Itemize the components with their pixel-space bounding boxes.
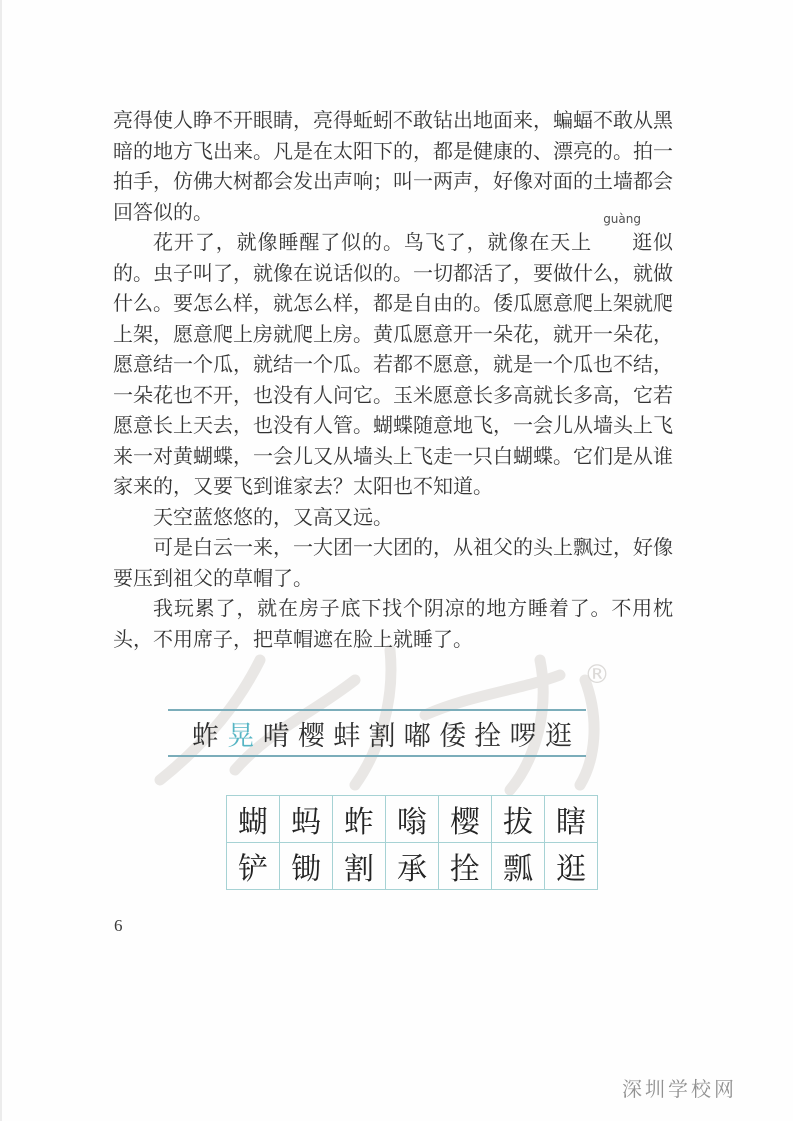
grid-cell: 瞎 — [545, 796, 598, 843]
writing-practice-grid — [226, 795, 598, 890]
recognition-char: 蚱 — [192, 720, 219, 751]
paragraph: 可是白云一来，一大团一大团的，从祖父的头上飘过，好像要压到祖父的草帽了。 — [113, 537, 673, 590]
registered-trademark-icon: ® — [584, 660, 610, 690]
paragraph-text: 花开了，就像睡醒了似的。鸟飞了，就像在天上 — [153, 232, 593, 254]
recognition-char: 倭 — [439, 720, 467, 751]
recognition-char: 拴 — [474, 720, 502, 751]
recognition-char-highlighted: 晃 — [227, 720, 255, 751]
recognition-char: 割 — [368, 720, 396, 751]
annotated-character-glyph: 逛 — [632, 232, 653, 254]
grid-cell: 蚂 — [280, 796, 333, 843]
paragraph-text: 似的。虫子叫了，就像在说话似的。一切都活了，要做什么，就做什么。要怎么样，就怎么样，都是自由的。倭瓜愿意爬上架就爬上架，愿意爬上房就爬上房。黄瓜愿意开一朵花，就开一朵花，愿意结一个瓜，就结一个瓜。若都不愿意，就是一个瓜也不结，一朵花也不开，也没有人问它。玉米愿意长多高就长多高，它若愿意长上天去，也没有人管。蝴蝶随意地飞，一会儿从墙头上飞来一对黄蝴蝶，一会儿又从墙头上飞走一只白蝴蝶。它们是从谁家来的，又要飞到谁家去？太阳也不知道。 — [113, 232, 674, 498]
grid-cell: 锄 — [280, 843, 333, 890]
pinyin-annotation: guàng — [603, 212, 641, 226]
page-number: 6 — [114, 916, 123, 935]
recognition-char: 樱 — [297, 720, 325, 751]
recognition-character-strip — [168, 709, 586, 757]
recognition-char: 蚌 — [333, 720, 361, 751]
grid-cell: 蝴 — [227, 796, 280, 843]
grid-cell: 逛 — [545, 843, 598, 890]
scan-edge — [0, 0, 2, 1121]
recognition-char: 逛 — [544, 720, 572, 751]
grid-cell: 拔 — [492, 796, 545, 843]
grid-cell: 瓢 — [492, 843, 545, 890]
grid-cell: 嗡 — [386, 796, 439, 843]
paragraph: 亮得使人睁不开眼睛，亮得蚯蚓不敢钻出地面来，蝙蝠不敢从黑暗的地方飞出来。凡是在太阳下的，都是健康的、漂亮的。拍一拍手，仿佛大树都会发出声响；叫一两声，好像对面的土墙都会回答似的。 — [113, 110, 673, 224]
grid-cell: 蚱 — [333, 796, 386, 843]
recognition-char: 啰 — [509, 720, 537, 751]
lesson-text — [113, 106, 673, 655]
annotated-character — [592, 212, 653, 259]
grid-row — [227, 843, 598, 890]
grid-cell: 割 — [333, 843, 386, 890]
recognition-char: 嘟 — [403, 720, 431, 751]
grid-row — [227, 796, 598, 843]
recognition-character-list — [168, 711, 586, 755]
site-watermark-text: 深圳学校网 — [622, 1079, 737, 1101]
grid-cell: 樱 — [439, 796, 492, 843]
grid-cell: 拴 — [439, 843, 492, 890]
paragraph — [113, 212, 674, 503]
recognition-char: 啃 — [262, 720, 290, 751]
grid-cell: 铲 — [227, 843, 280, 890]
paragraph: 天空蓝悠悠的，又高又远。 — [153, 506, 393, 529]
grid-cell: 承 — [386, 843, 439, 890]
paragraph: 我玩累了，就在房子底下找个阴凉的地方睡着了。不用枕头，不用席子，把草帽遮在脸上就睡了。 — [113, 598, 673, 651]
